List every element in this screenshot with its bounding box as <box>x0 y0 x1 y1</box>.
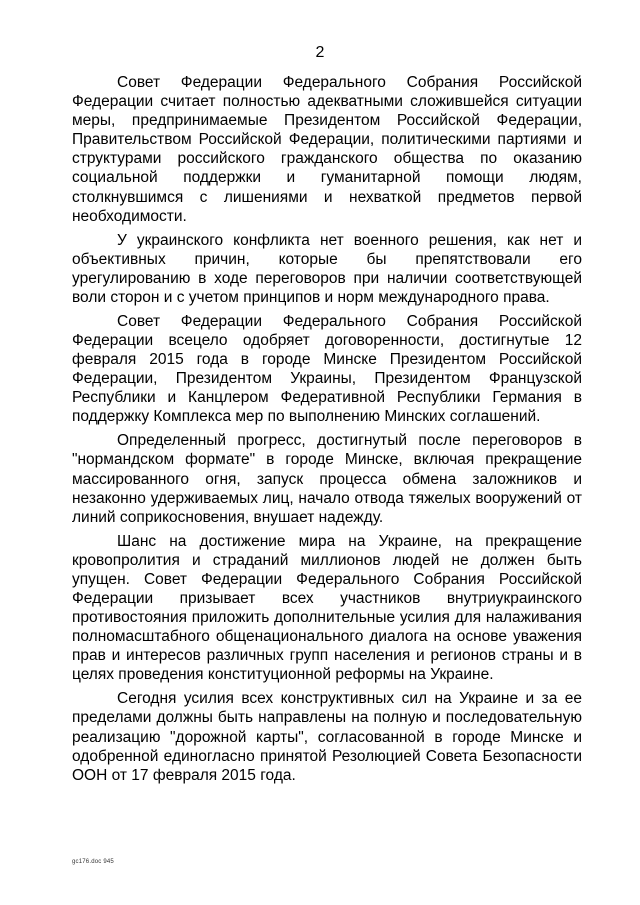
footer-file-code: gc176.doc 945 <box>72 859 114 865</box>
paragraph-support-measures: Совет Федерации Федерального Собрания Российской Федерации считает полностью адекватными сложившейся ситуации меры, предпринимаемые Президентом Российской Федерации, Правительством Российской Федерации, политическими партиями и структурами российского гражданского общества по оказанию социальной поддержки и гуманитарной помощи людям, столкнувшимся с лишениями и нехваткой предметов первой необходимости. <box>72 74 582 225</box>
document-body <box>72 73 582 790</box>
paragraph-normandy-progress: Определенный прогресс, достигнутый после переговоров в "нормандском формате" в городе Минске, включая прекращение массированного огня, запуск процесса обмена заложников и незаконно удерживаемых лиц, начало отвода тяжелых вооружений от линий соприкосновения, внушает надежду. <box>72 432 582 526</box>
paragraph-minsk-agreements: Совет Федерации Федерального Собрания Российской Федерации всецело одобряет договоренности, достигнутые 12 февраля 2015 года в городе Минске Президентом Российской Федерации, Президентом Украины, Президентом Французской Республики и Канцлером Федеративной Республики Германия в поддержку Комплекса мер по выполнению Минских соглашений. <box>72 312 582 426</box>
page-number: 2 <box>315 44 325 61</box>
paragraph-chance-for-peace: Шанс на достижение мира на Украине, на прекращение кровопролития и страданий миллионов людей не должен быть упущен. Совет Федерации Федерального Собрания Российской Федерации призывает всех участников внутриукраинского противостояния приложить дополнительные усилия для налаживания полномасштабного общенационального диалога на основе уважения прав и интересов различных групп населения и регионов страны и в целях проведения конституционной реформы на Украине. <box>72 532 582 684</box>
paragraph-road-map: Сегодня усилия всех конструктивных сил на Украине и за ее пределами должны быть направлены на полную и последовательную реализацию "дорожной карты", согласованной в городе Минске и одобренной единогласно принятой Резолюцией Совета Безопасности ООН от 17 февраля 2015 года. <box>72 690 582 784</box>
paragraph-no-military-solution: У украинского конфликта нет военного решения, как нет и объективных причин, которые бы препятствовали его урегулированию в ходе переговоров при наличии соответствующей воли сторон и с учетом принципов и норм международного права. <box>72 231 582 306</box>
